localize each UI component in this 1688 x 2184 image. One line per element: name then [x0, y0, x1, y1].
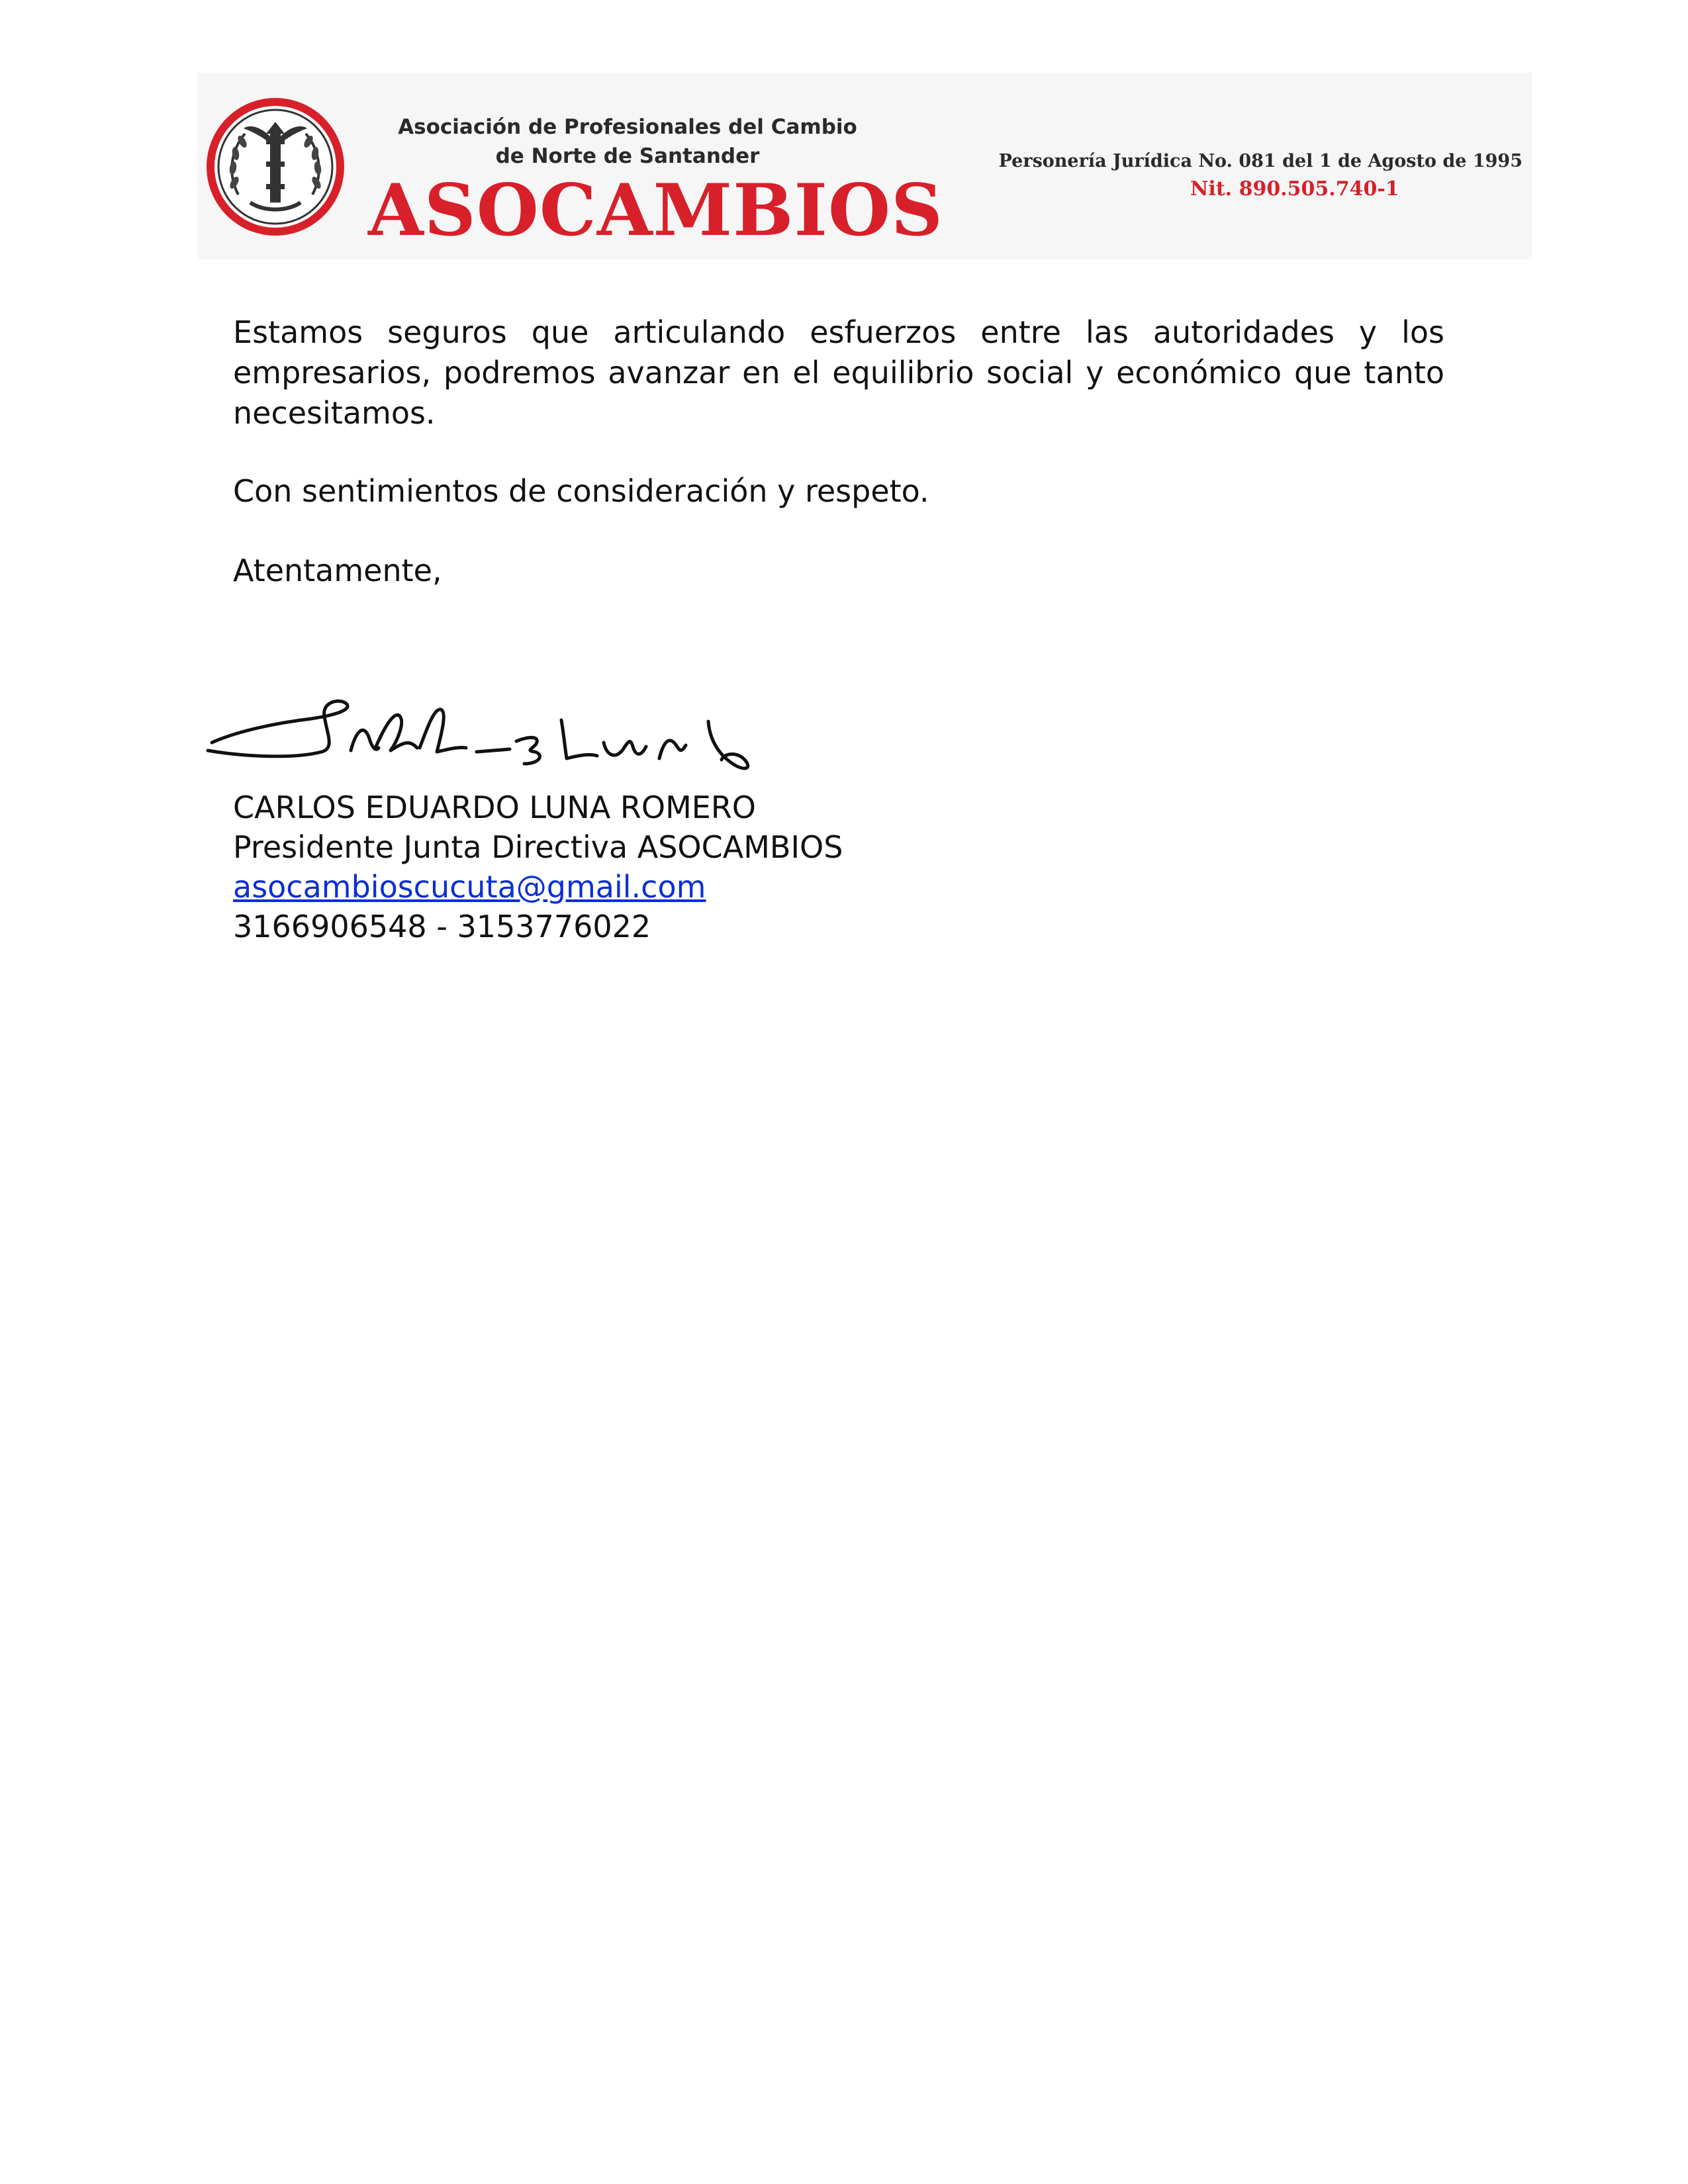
signer-block: [233, 788, 1160, 946]
organization-name: [376, 113, 879, 171]
brand-wordmark: ASOCAMBIOS: [368, 169, 944, 252]
signer-title: Presidente Junta Directiva ASOCAMBIOS: [233, 829, 843, 865]
sign-off: Atentamente,: [233, 553, 442, 588]
legal-status: Personería Jurídica No. 081 del 1 de Agosto de 1995: [998, 151, 1523, 171]
regards-line: Con sentimientos de consideración y respeto.: [233, 473, 929, 509]
closing-paragraph: Estamos seguros que articulando esfuerzos entre las autoridades y los empresarios, podremos avanzar en el equilibrio social y económico que tanto necesitamos.: [233, 314, 1444, 431]
tax-id-nit: Nit. 890.505.740-1: [1190, 177, 1399, 201]
organization-name-line-2: de Norte de Santander: [495, 144, 760, 168]
association-seal-icon: [204, 95, 347, 238]
signer-name: CARLOS EDUARDO LUNA ROMERO: [233, 790, 756, 825]
signer-email-link[interactable]: asocambioscucuta@gmail.com: [233, 869, 706, 905]
letterhead: [197, 73, 1532, 259]
organization-name-line-1: Asociación de Profesionales del Cambio: [398, 115, 857, 139]
handwritten-signature: [199, 670, 774, 782]
signer-phones: 3166906548 - 3153776022: [233, 909, 651, 944]
